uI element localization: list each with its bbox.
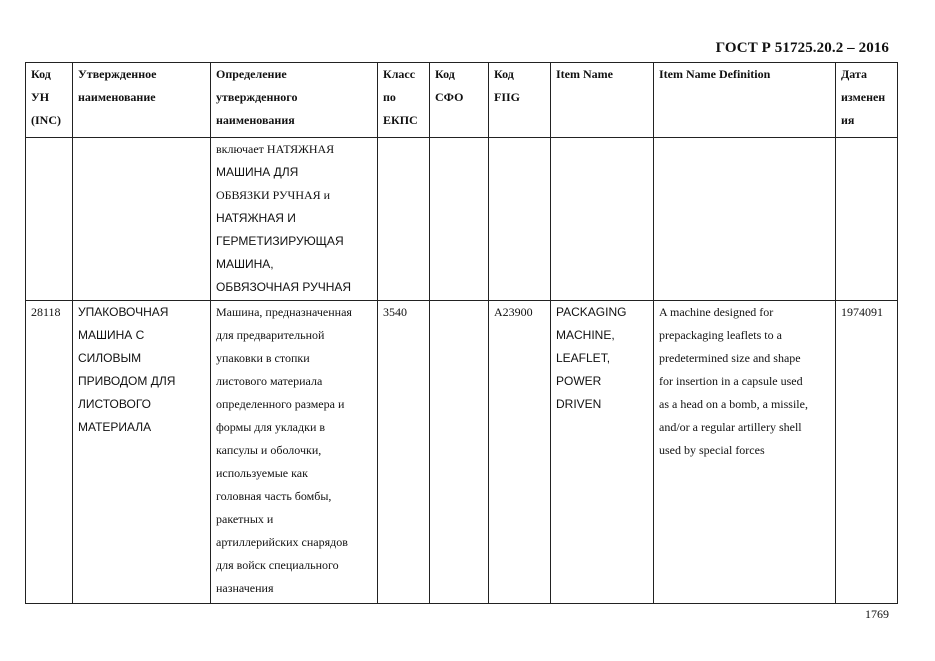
header-item-name-definition: Item Name Definition <box>654 63 836 138</box>
cell-change-date: 1974091 <box>836 301 898 604</box>
table-row-continuation <box>26 138 898 301</box>
cell-date-empty <box>836 138 898 301</box>
header-inc: Код УН (INC) <box>26 63 73 138</box>
cell-approved-name-empty <box>73 138 211 301</box>
header-item-name: Item Name <box>551 63 654 138</box>
continuation-line: включает НАТЯЖНАЯ <box>216 142 335 156</box>
continuation-line: ОБВЯЗОЧНАЯ РУЧНАЯ <box>216 280 352 294</box>
page-number: 1769 <box>865 607 889 621</box>
cell-item-definition-empty <box>654 138 836 301</box>
cell-definition-continuation <box>211 138 378 301</box>
header-fiig-code: Код FIIG <box>489 63 551 138</box>
header-approved-name: Утвержденное наименование <box>73 63 211 138</box>
table-header-row <box>26 63 898 138</box>
header-sfo-code: Код СФО <box>430 63 489 138</box>
continuation-line: НАТЯЖНАЯ И <box>216 211 296 225</box>
cell-fiig-code: A23900 <box>489 301 551 604</box>
continuation-line: МАШИНА ДЛЯ <box>216 165 299 179</box>
classification-table <box>25 62 898 604</box>
cell-fiig-empty <box>489 138 551 301</box>
table-row <box>26 301 898 604</box>
cell-definition: Машина, предназначенная для предварительной упаковки в стопки листового материала определенного размера и формы для укладки в капсулы и оболочки, используемые как головная часть бомбы, ракетных и артиллерийских снарядов для войск специального назначения <box>211 301 378 604</box>
cell-class-ekps: 3540 <box>378 301 430 604</box>
header-change-date: Дата изменен ия <box>836 63 898 138</box>
cell-item-name-empty <box>551 138 654 301</box>
continuation-line: МАШИНА, <box>216 257 274 271</box>
header-definition: Определение утвержденного наименования <box>211 63 378 138</box>
document-standard-header: ГОСТ Р 51725.20.2 – 2016 <box>715 40 889 56</box>
cell-inc-empty <box>26 138 73 301</box>
cell-item-name-definition: A machine designed for prepackaging leaflets to a predetermined size and shape for insertion in a capsule used as a head on a bomb, a missile, and/or a regular artillery shell used by special forces <box>654 301 836 604</box>
cell-approved-name: УПАКОВОЧНАЯ МАШИНА С СИЛОВЫМ ПРИВОДОМ ДЛЯ ЛИСТОВОГО МАТЕРИАЛА <box>73 301 211 604</box>
cell-sfo-code <box>430 301 489 604</box>
continuation-line: ОБВЯЗКИ РУЧНАЯ и <box>216 188 331 202</box>
continuation-line: ГЕРМЕТИЗИРУЮЩАЯ <box>216 234 344 248</box>
cell-item-name: PACKAGING MACHINE, LEAFLET, POWER DRIVEN <box>551 301 654 604</box>
header-class-ekps: Класс по ЕКПС <box>378 63 430 138</box>
cell-sfo-empty <box>430 138 489 301</box>
cell-inc: 28118 <box>26 301 73 604</box>
cell-class-empty <box>378 138 430 301</box>
